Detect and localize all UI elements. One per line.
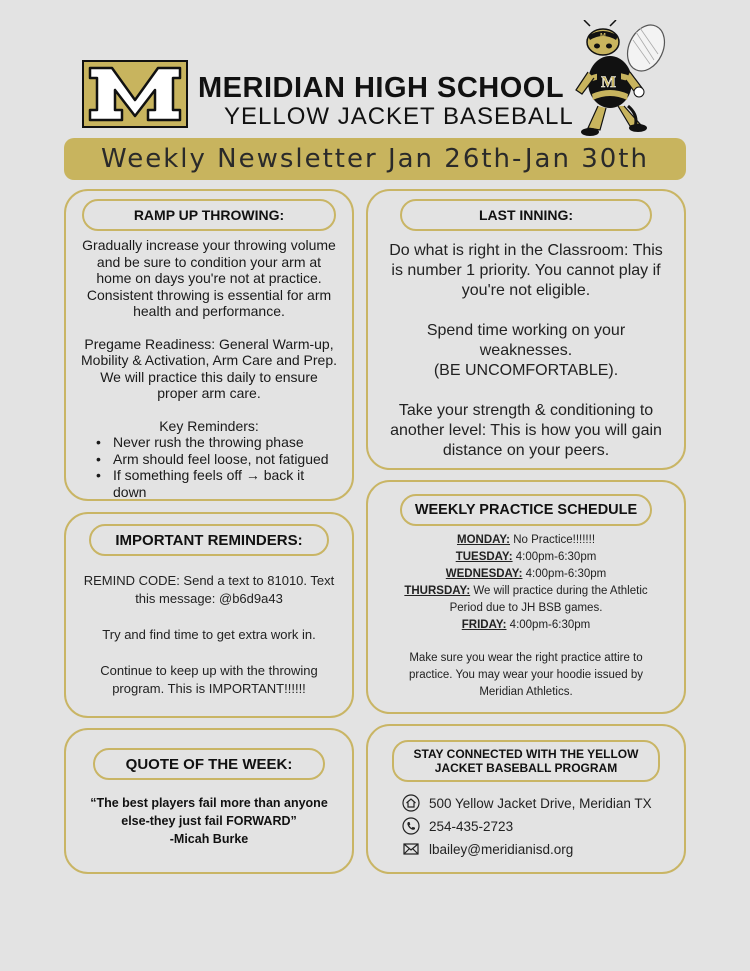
last-inning-heading: LAST INNING: xyxy=(400,199,652,231)
list-item: • Never rush the throwing phase xyxy=(96,434,338,451)
list-item: • If something feels off → back it down xyxy=(96,467,338,500)
important-reminders-card xyxy=(64,512,354,718)
important-reminders-body xyxy=(66,572,352,698)
ramp-up-card xyxy=(64,189,354,501)
ramp-up-heading: RAMP UP THROWING: xyxy=(82,199,336,231)
stay-connected-card xyxy=(366,724,686,874)
m-letter-logo-icon xyxy=(82,60,188,128)
classroom-text: Do what is right in the Classroom: This is number 1 priority. You cannot play if you're not eligible. xyxy=(389,242,663,299)
last-inning-card xyxy=(366,189,686,470)
address-text: 500 Yellow Jacket Drive, Meridian TX xyxy=(429,795,652,811)
mail-icon xyxy=(402,840,420,858)
quote-body xyxy=(66,794,352,848)
schedule-detail: 4:00pm-6:30pm xyxy=(506,619,591,631)
schedule-detail: No Practice!!!!!!! xyxy=(510,534,596,546)
schedule-row xyxy=(388,549,664,566)
schedule-row xyxy=(388,566,664,583)
school-name: MERIDIAN HIGH SCHOOL xyxy=(198,72,565,104)
pregame-readiness-paragraph: Pregame Readiness: General Warm-up, Mobility & Activation, Arm Care and Prep. We will practice this daily to ensure proper arm care. xyxy=(81,335,337,401)
schedule-day: THURSDAY: xyxy=(404,585,471,597)
newsletter-title-banner: Weekly Newsletter Jan 26th-Jan 30th xyxy=(64,138,686,180)
quote-text: “The best players fail more than anyone else-they just fail FORWARD” xyxy=(90,796,328,828)
email-row[interactable] xyxy=(402,840,573,858)
stay-connected-heading: STAY CONNECTED WITH THE YELLOW JACKET BASEBALL PROGRAM xyxy=(392,740,660,782)
key-reminders-list xyxy=(80,434,338,500)
list-item: • Arm should feel loose, not fatigued xyxy=(96,451,338,468)
address-row xyxy=(402,794,652,812)
schedule-day: WEDNESDAY: xyxy=(445,568,523,580)
schedule-day: TUESDAY: xyxy=(455,551,513,563)
schedule-row xyxy=(388,617,664,634)
quote-author: -Micah Burke xyxy=(169,832,249,846)
quote-of-the-week-card xyxy=(64,728,354,874)
program-name: YELLOW JACKET BASEBALL xyxy=(224,103,574,130)
last-inning-body xyxy=(368,241,684,461)
practice-schedule-card xyxy=(366,480,686,714)
schedule-detail: We will practice during the Athletic Period due to JH BSB games. xyxy=(449,585,648,614)
home-icon xyxy=(402,794,420,812)
ramp-up-paragraph: Gradually increase your throwing volume and be sure to condition your arm at home on days you're not at practice. Consistent throwing is essential for arm health and performance. xyxy=(82,237,336,319)
practice-schedule-body xyxy=(368,532,684,701)
svg-text:M: M xyxy=(601,74,617,91)
yellow-jacket-mascot-icon xyxy=(570,20,670,145)
quote-heading: QUOTE OF THE WEEK: xyxy=(93,748,325,780)
extra-work-text: Try and find time to get extra work in. xyxy=(102,627,316,642)
practice-schedule-heading: WEEKLY PRACTICE SCHEDULE xyxy=(400,494,652,526)
schedule-day: FRIDAY: xyxy=(461,619,507,631)
schedule-row xyxy=(388,532,664,549)
schedule-day: MONDAY: xyxy=(456,534,511,546)
remind-code-text: REMIND CODE: Send a text to 81010. Text this message: @b6d9a43 xyxy=(83,573,335,606)
phone-icon xyxy=(402,817,420,835)
phone-text[interactable]: 254-435-2723 xyxy=(429,818,514,834)
phone-row[interactable] xyxy=(402,817,513,835)
schedule-detail: 4:00pm-6:30pm xyxy=(512,551,597,563)
throwing-program-text: Continue to keep up with the throwing program. This is IMPORTANT!!!!!! xyxy=(100,663,318,696)
practice-attire-note: Make sure you wear the right practice attire to practice. You may wear your hoodie issued by Meridian Athletics. xyxy=(409,652,643,698)
uncomfortable-text: (BE UNCOMFORTABLE). xyxy=(433,362,619,379)
ramp-up-body xyxy=(66,237,352,500)
svg-text:M: M xyxy=(600,33,606,40)
schedule-row xyxy=(388,583,664,617)
important-reminders-heading: IMPORTANT REMINDERS: xyxy=(89,524,329,556)
key-reminders-label: Key Reminders: xyxy=(159,417,259,434)
email-link[interactable]: lbailey@meridianisd.org xyxy=(429,841,574,857)
weaknesses-text: Spend time working on your weaknesses. xyxy=(426,322,626,359)
strength-conditioning-text: Take your strength & conditioning to another level: This is how you will gain distance on your peers. xyxy=(390,402,662,459)
schedule-detail: 4:00pm-6:30pm xyxy=(522,568,607,580)
